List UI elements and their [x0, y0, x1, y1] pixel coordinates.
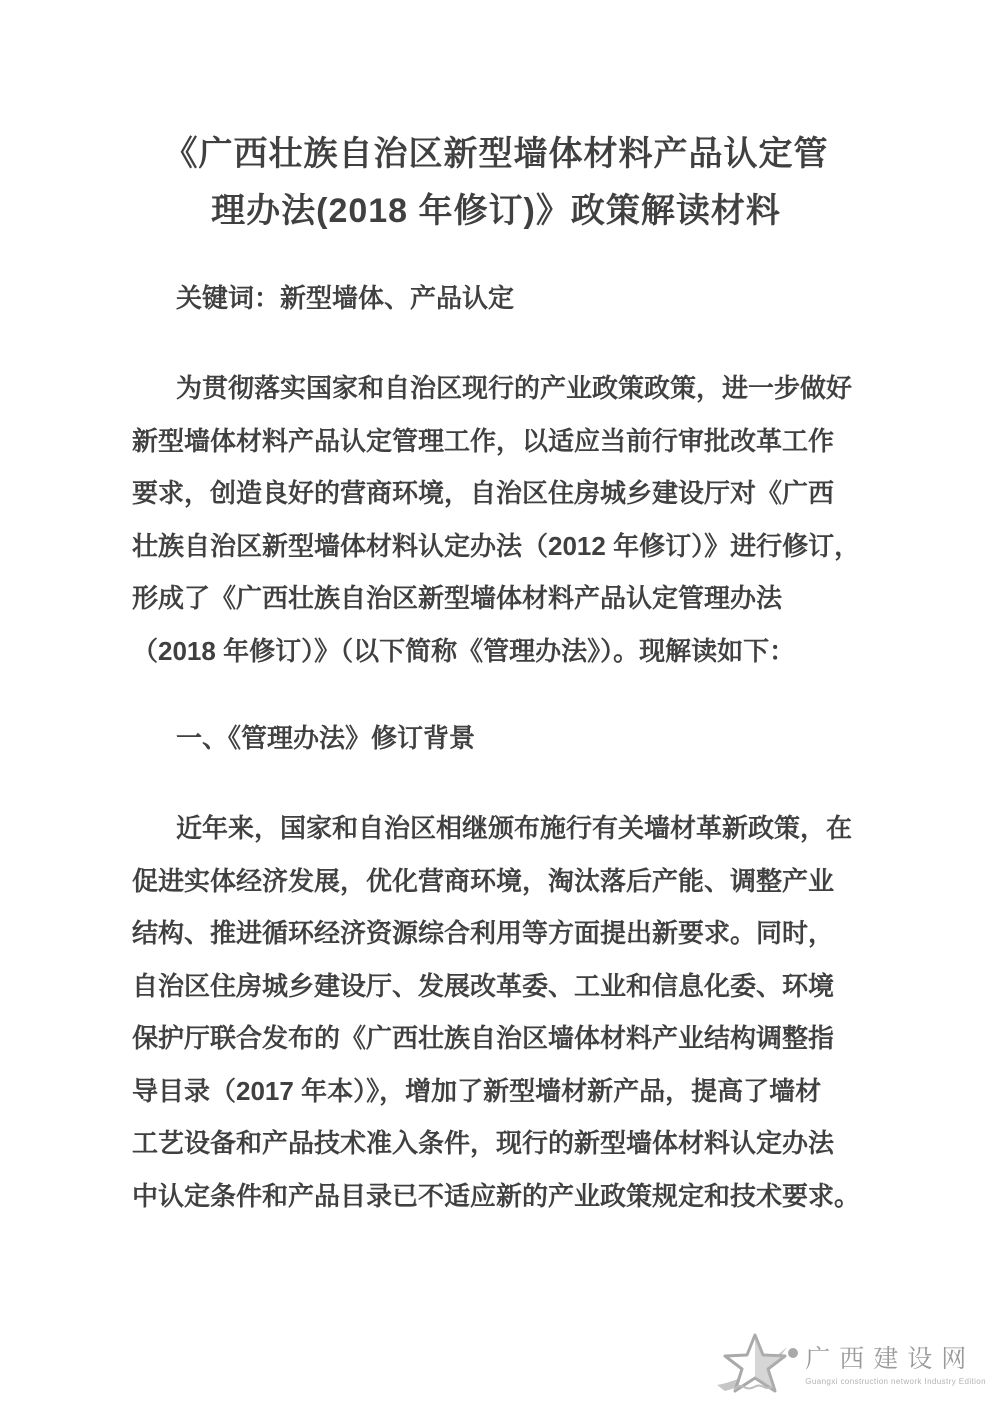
document-title-line-2: 理办法(2018 年修订)》政策解读材料 [211, 192, 781, 230]
keywords-line: 关键词：新型墙体、产品认定 [176, 283, 515, 313]
paragraph-2 [132, 802, 872, 1222]
section-1-heading: 一、《管理办法》修订背景 [176, 723, 476, 753]
paragraph-line: 为贯彻落实国家和自治区现行的产业政策政策，进一步做好 [176, 373, 853, 403]
paragraph-line: 形成了《广西壮族自治区新型墙体材料产品认定管理办法 [132, 583, 783, 613]
brand-name-en: Guangxi construction network Industry Edition [805, 1377, 986, 1386]
paragraph-line: 保护厅联合发布的《广西壮族自治区墙体材料产业结构调整指 [132, 1023, 835, 1053]
brand-text-block [805, 1331, 986, 1386]
paragraph-line: 导目录（2017 年本）》，增加了新型墙材新产品，提高了墙材 [132, 1075, 822, 1106]
site-watermark [713, 1331, 986, 1395]
document-title-line-1: 《广西壮族自治区新型墙体材料产品认定管 [163, 135, 829, 173]
paragraph-line: 促进实体经济发展，优化营商环境，淘汰落后产能、调整产业 [132, 865, 835, 896]
paragraph-line: 工艺设备和产品技术准入条件，现行的新型墙体材料认定办法 [132, 1128, 835, 1158]
paragraph-line: 壮族自治区新型墙体材料认定办法（2012 年修订）》进行修订， [132, 530, 861, 561]
paragraph-line: 自治区住房城乡建设厅、发展改革委、工业和信息化委、环境 [132, 970, 835, 1001]
paragraph-line: 结构、推进循环经济资源综合利用等方面提出新要求。同时， [132, 918, 835, 948]
paragraph-line: 新型墙体材料产品认定管理工作，以适应当前行审批改革工作 [132, 425, 835, 456]
paragraph-1 [132, 362, 872, 677]
paragraph-line: 中认定条件和产品目录已不适应新的产业政策规定和技术要求。 [132, 1180, 861, 1211]
document-title [0, 126, 992, 240]
paragraph-line: （2018 年修订）》（以下简称《管理办法》）。现解读如下： [132, 635, 796, 666]
paragraph-line: 要求，创造良好的营商环境，自治区住房城乡建设厅对《广西 [132, 478, 835, 508]
brand-name-cn: 广西建设网 [805, 1346, 976, 1373]
star-logo-icon [713, 1333, 801, 1395]
paragraph-line: 近年来，国家和自治区相继颁布施行有关墙材革新政策，在 [176, 813, 853, 843]
